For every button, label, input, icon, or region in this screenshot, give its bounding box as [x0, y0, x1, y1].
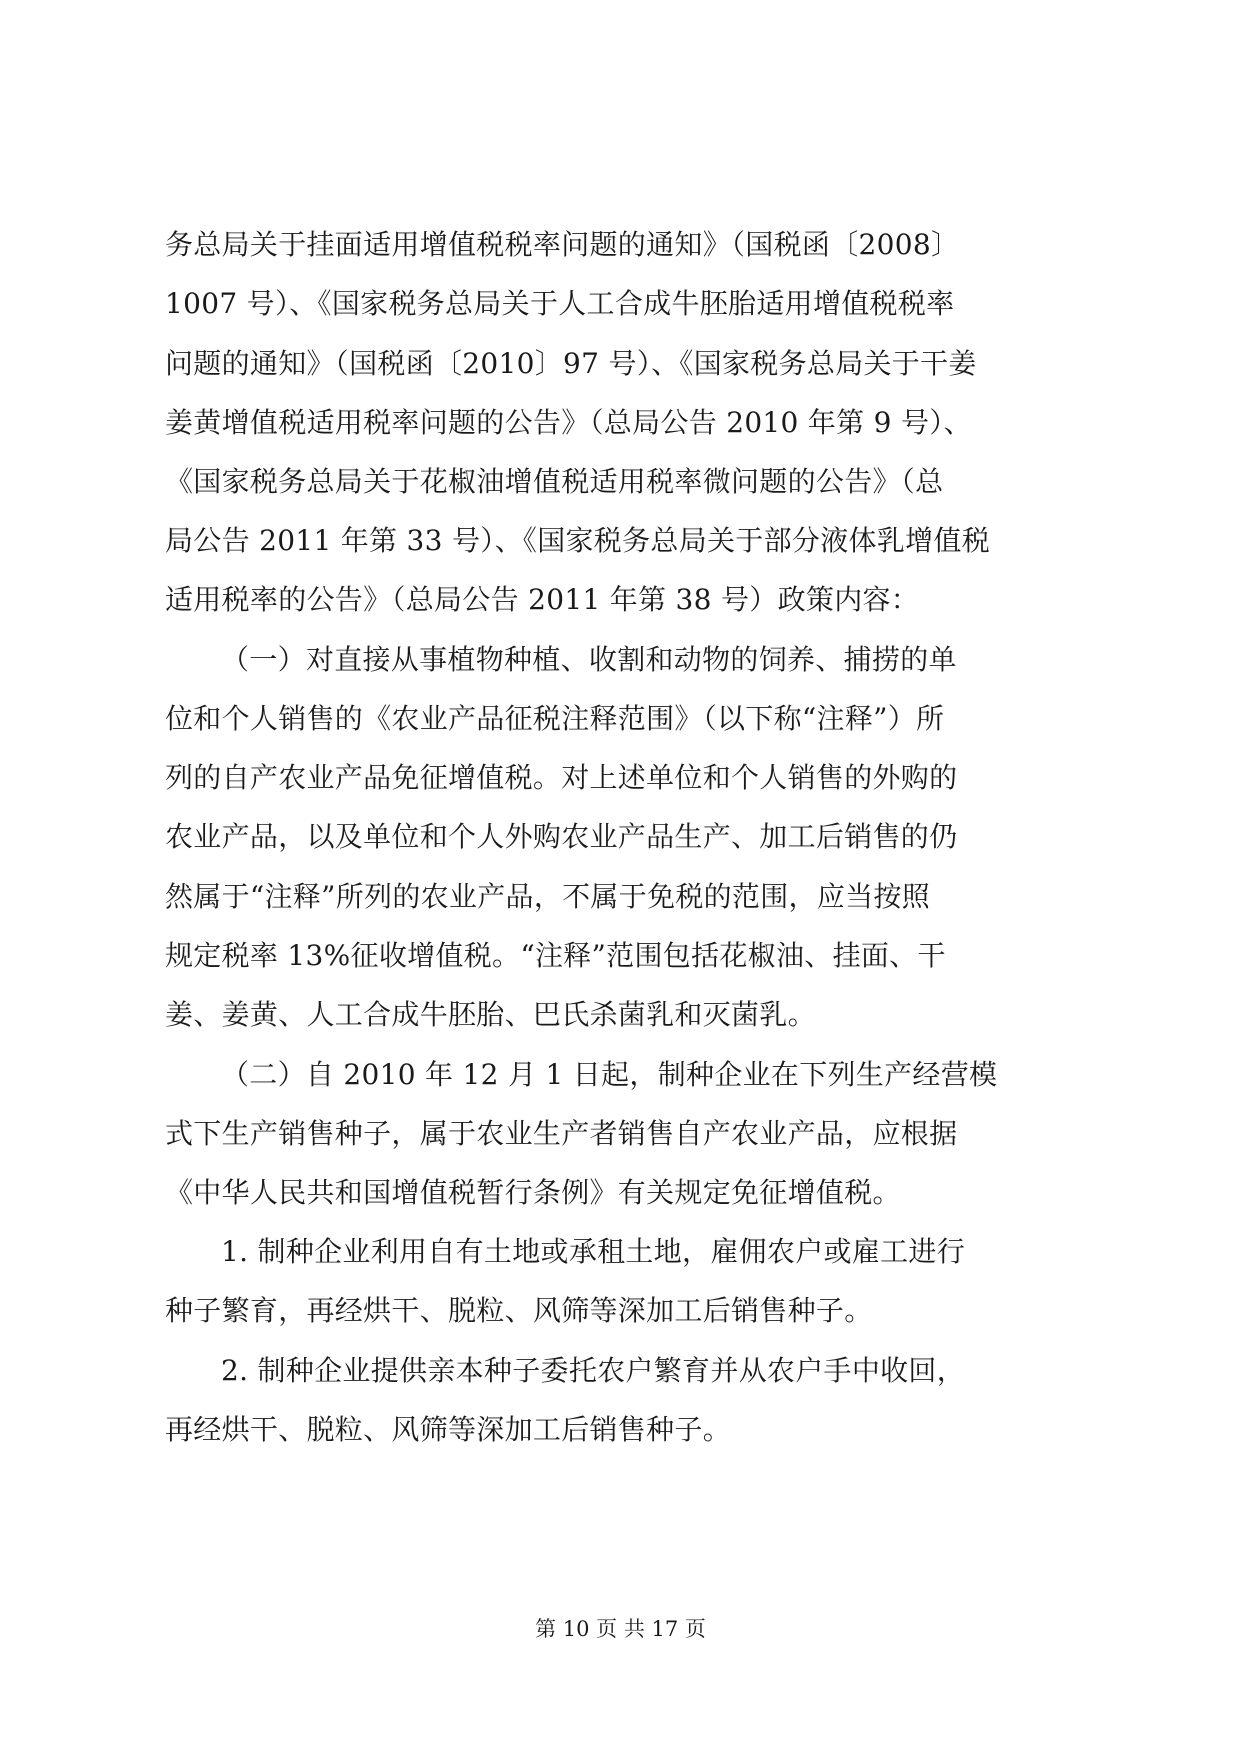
text-line: 式下生产销售种子，属于农业生产者销售自产农业产品，应根据: [165, 1117, 958, 1150]
text-line: 适用税率的公告》（总局公告 2011 年第 38 号）政策内容：: [165, 583, 920, 616]
text-line: 局公告 2011 年第 33 号）、《国家税务总局关于部分液体乳增值税: [165, 524, 990, 557]
text-line: 农业产品，以及单位和个人外购农业产品生产、加工后销售的仍: [165, 820, 958, 853]
text-line: 再经烘干、脱粒、风筛等深加工后销售种子。: [165, 1413, 732, 1446]
text-line: 姜黄增值税适用税率问题的公告》（总局公告 2010 年第 9 号）、: [165, 406, 972, 439]
text-line: 列的自产农业产品免征增值税。对上述单位和个人销售的外购的: [165, 761, 958, 794]
text-line: 1007 号）、《国家税务总局关于人工合成牛胚胎适用增值税税率: [165, 287, 955, 320]
text-line: 然属于“注释”所列的农业产品，不属于免税的范围，应当按照: [165, 880, 931, 913]
text-line: 《中华人民共和国增值税暂行条例》有关规定免征增值税。: [165, 1176, 901, 1209]
text-line: 种子繁育，再经烘干、脱粒、风筛等深加工后销售种子。: [165, 1294, 873, 1327]
text-line: 务总局关于挂面适用增值税税率问题的通知》（国税函〔2008〕: [165, 228, 960, 261]
list-item-line: 1. 制种企业利用自有土地或承租土地，雇佣农户或雇工进行: [221, 1235, 966, 1268]
paragraph-first-line: （一）对直接从事植物种植、收割和动物的饲养、捕捞的单: [221, 643, 957, 676]
text-line: 规定税率 13%征收增值税。“注释”范围包括花椒油、挂面、干: [165, 939, 946, 972]
text-line: 位和个人销售的《农业产品征税注释范围》（以下称“注释”）所: [165, 702, 945, 735]
list-item-line: 2. 制种企业提供亲本种子委托农户繁育并从农户手中收回，: [221, 1354, 966, 1387]
text-line: 《国家税务总局关于花椒油增值税适用税率微问题的公告》（总: [165, 465, 944, 498]
paragraph-first-line: （二）自 2010 年 12 月 1 日起，制种企业在下列生产经营模: [221, 1058, 998, 1091]
text-line: 姜、姜黄、人工合成牛胚胎、巴氏杀菌乳和灭菌乳。: [165, 998, 816, 1031]
text-line: 问题的通知》（国税函〔2010〕97 号）、《国家税务总局关于干姜: [165, 347, 977, 380]
page-footer: 第 10 页 共 17 页: [535, 1617, 706, 1641]
